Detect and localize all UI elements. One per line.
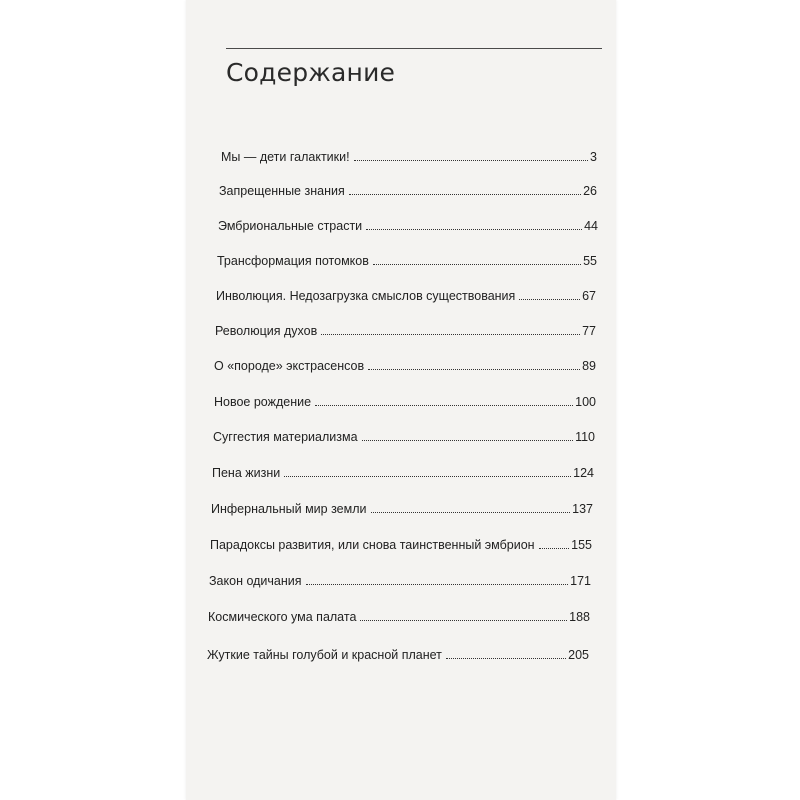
toc-leader-dots [315,405,573,406]
toc-entry-page: 55 [583,254,597,268]
toc-entry-title: Космического ума палата [208,610,357,624]
toc-entry-page: 188 [569,610,590,624]
toc-entry-page: 67 [582,289,596,303]
toc-entry-page: 124 [573,466,594,480]
toc-entry-title: Эмбриональные страсти [218,219,363,233]
toc-entry [214,395,596,409]
toc-entry [221,150,597,164]
toc-entry [217,254,597,268]
toc-entry [209,574,591,588]
toc-entry-page: 26 [583,184,597,198]
toc-entry-title: Запрещенные знания [219,184,345,198]
toc-entry-title: Новое рождение [214,395,312,409]
toc-leader-dots [368,369,580,370]
toc-entry-page: 89 [582,359,596,373]
toc-entry-page: 100 [575,395,596,409]
toc-entry [212,466,594,480]
toc-entry-title: Инволюция. Недозагрузка смыслов существования [216,289,516,303]
toc-leader-dots [284,476,571,477]
header-rule [226,48,602,49]
toc-entry-page: 171 [570,574,591,588]
toc-leader-dots [373,264,581,265]
toc-leader-dots [366,229,582,230]
toc-entry [213,430,595,444]
toc-leader-dots [446,658,566,659]
toc-leader-dots [354,160,588,161]
toc-entry-title: Парадоксы развития, или снова таинственный эмбрион [210,538,535,552]
toc-entry-title: О «породе» экстрасенсов [214,359,365,373]
toc-entry-page: 205 [568,648,589,662]
toc-entry [207,648,589,662]
toc-entry-title: Мы — дети галактики! [221,150,350,164]
toc-entry-title: Революция духов [215,324,318,338]
toc-entry [214,359,596,373]
toc-entry-page: 137 [572,502,593,516]
toc-entry-page: 44 [584,219,598,233]
toc-leader-dots [306,584,569,585]
toc-entry-title: Инфернальный мир земли [211,502,367,516]
toc-entry-page: 155 [571,538,592,552]
toc-entry-title: Жуткие тайны голубой и красной планет [207,648,442,662]
toc-leader-dots [519,299,580,300]
toc-entry [218,219,598,233]
toc-entry [215,324,596,338]
toc-entry-title: Пена жизни [212,466,281,480]
toc-leader-dots [371,512,571,513]
toc-entry [219,184,597,198]
toc-entry-title: Закон одичания [209,574,302,588]
toc-entry [211,502,593,516]
toc-entry [216,289,596,303]
toc-entry-page: 77 [582,324,596,338]
toc-entry [208,610,590,624]
toc-entry-title: Трансформация потомков [217,254,369,268]
toc-entry-page: 110 [575,430,595,444]
toc-entry [210,538,592,552]
toc-entry-title: Суггестия материализма [213,430,358,444]
toc-leader-dots [539,548,570,549]
toc-leader-dots [349,194,581,195]
page-title: Содержание [226,58,396,87]
toc-leader-dots [321,334,580,335]
toc-leader-dots [362,440,574,441]
toc-entry-page: 3 [590,150,597,164]
toc-leader-dots [360,620,567,621]
